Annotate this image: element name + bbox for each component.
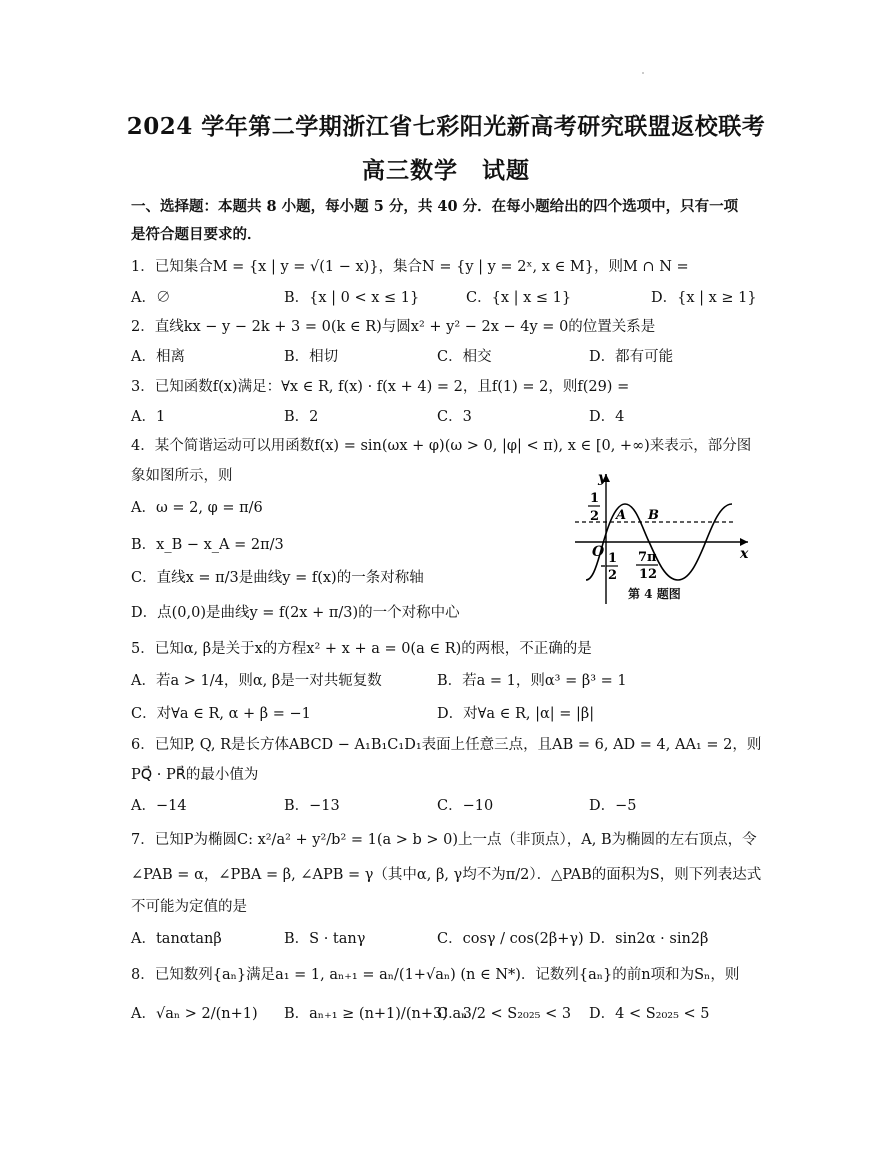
q7-stem-line1: 7．已知P为椭圆C: x²/a² + y²/b² = 1(a > b > 0)上一点（非顶点），A, B为椭圆的左右顶点，令 <box>131 832 757 848</box>
exam-title: 2024 学年第二学期浙江省七彩阳光新高考研究联盟返校联考 <box>126 113 766 140</box>
tick-7pi-numerator: 7π <box>638 550 657 565</box>
q2-option-d: D．都有可能 <box>589 349 674 365</box>
scan-dot <box>642 72 644 74</box>
q7-stem-line2: ∠PAB = α，∠PBA = β, ∠APB = γ（其中α, β, γ均不为π/2）．△PAB的面积为S，则下列表达式 <box>131 867 762 883</box>
x-axis-label: x <box>740 546 749 562</box>
q4-option-c: C．直线x = π/3是曲线y = f(x)的一条对称轴 <box>131 570 424 586</box>
q3-option-d: D．4 <box>589 409 625 425</box>
q5-option-c: C．对∀a ∈ R, α + β = −1 <box>131 706 311 722</box>
q6-option-b: B．−13 <box>284 798 340 814</box>
q1-stem: 1．已知集合M = {x | y = √(1 − x)}，集合N = {y | y = 2ˣ, x ∈ M}，则M ∩ N = <box>131 259 689 275</box>
q8-option-d: D．4 < S₂₀₂₅ < 5 <box>589 1006 710 1022</box>
neg-half-denominator: 2 <box>608 568 618 583</box>
q3-option-a: A．1 <box>131 409 166 425</box>
q3-option-c: C．3 <box>437 409 472 425</box>
q1-option-c: C．{x | x ≤ 1} <box>466 290 572 306</box>
neg-half-numerator: 1 <box>608 551 618 566</box>
q6-stem-line2: PQ⃗ · PR⃗的最小值为 <box>131 767 259 783</box>
exam-subtitle: 高三数学 试题 <box>362 157 530 184</box>
section-heading-line1: 一、选择题：本题共 8 小题，每小题 5 分，共 40 分．在每小题给出的四个选项中，只有一项 <box>131 198 739 215</box>
q1-option-b: B．{x | 0 < x ≤ 1} <box>284 290 420 306</box>
q4-stem-line1: 4．某个简谐运动可以用函数f(x) = sin(ωx + φ)(ω > 0, |φ| < π), x ∈ [0, +∞)来表示，部分图 <box>131 438 752 454</box>
q8-option-c: C．3/2 < S₂₀₂₅ < 3 <box>437 1006 572 1022</box>
q8-stem: 8．已知数列{aₙ}满足a₁ = 1, aₙ₊₁ = aₙ/(1+√aₙ) (n ∈ N*)．记数列{aₙ}的前n项和为Sₙ，则 <box>131 967 740 983</box>
q5-option-d: D．对∀a ∈ R, |α| = |β| <box>437 706 595 722</box>
q3-stem: 3．已知函数f(x)满足：∀x ∈ R, f(x) · f(x + 4) = 2，且f(1) = 2，则f(29) = <box>131 379 630 395</box>
half-numerator: 1 <box>590 491 600 506</box>
q8-option-a: A．√aₙ > 2/(n+1) <box>131 1006 258 1022</box>
x-axis-arrow-icon <box>740 538 748 546</box>
point-a-label: A <box>616 508 627 523</box>
q5-stem: 5．已知α, β是关于x的方程x² + x + a = 0(a ∈ R)的两根，不正确的是 <box>131 641 592 657</box>
q6-option-d: D．−5 <box>589 798 637 814</box>
q2-option-a: A．相离 <box>131 349 185 365</box>
q7-stem-line3: 不可能为定值的是 <box>131 899 247 915</box>
tick-12-denominator: 12 <box>639 567 658 582</box>
q2-option-c: C．相交 <box>437 349 492 365</box>
origin-label: O <box>592 544 605 560</box>
q4-option-d: D．点(0,0)是曲线y = f(2x + π/3)的一个对称中心 <box>131 605 460 621</box>
y-axis-label: y <box>598 470 607 486</box>
q3-option-b: B．2 <box>284 409 319 425</box>
q4-option-b: B．x_B − x_A = 2π/3 <box>131 537 284 553</box>
q6-stem-line1: 6．已知P, Q, R是长方体ABCD − A₁B₁C₁D₁表面上任意三点，且AB = 6, AD = 4, AA₁ = 2，则 <box>131 737 762 753</box>
q8-option-b: B．aₙ₊₁ ≥ (n+1)/(n+3) aₙ <box>284 1006 468 1022</box>
point-b-label: B <box>648 508 659 523</box>
q6-option-c: C．−10 <box>437 798 494 814</box>
q5-option-a: A．若a > 1/4，则α, β是一对共轭复数 <box>131 673 382 689</box>
q4-option-a: A．ω = 2, φ = π/6 <box>131 500 263 516</box>
section-heading-line2: 是符合题目要求的． <box>131 226 262 243</box>
q7-option-d: D．sin2α · sin2β <box>589 931 709 947</box>
q4-stem-line2: 象如图所示，则 <box>131 468 233 484</box>
q1-option-d: D．{x | x ≥ 1} <box>651 290 757 306</box>
q1-option-a: A．∅ <box>131 290 171 306</box>
q2-stem: 2．直线kx − y − 2k + 3 = 0(k ∈ R)与圆x² + y² − 2x − 4y = 0的位置关系是 <box>131 319 656 335</box>
figure-caption: 第 4 题图 <box>628 587 681 601</box>
q2-option-b: B．相切 <box>284 349 339 365</box>
q7-option-a: A．tanαtanβ <box>131 931 222 947</box>
q7-option-c: C．cosγ / cos(2β+γ) <box>437 931 584 947</box>
q7-option-b: B．S · tanγ <box>284 931 366 947</box>
q5-option-b: B．若a = 1，则α³ = β³ = 1 <box>437 673 627 689</box>
half-denominator: 2 <box>590 509 600 524</box>
q6-option-a: A．−14 <box>131 798 187 814</box>
